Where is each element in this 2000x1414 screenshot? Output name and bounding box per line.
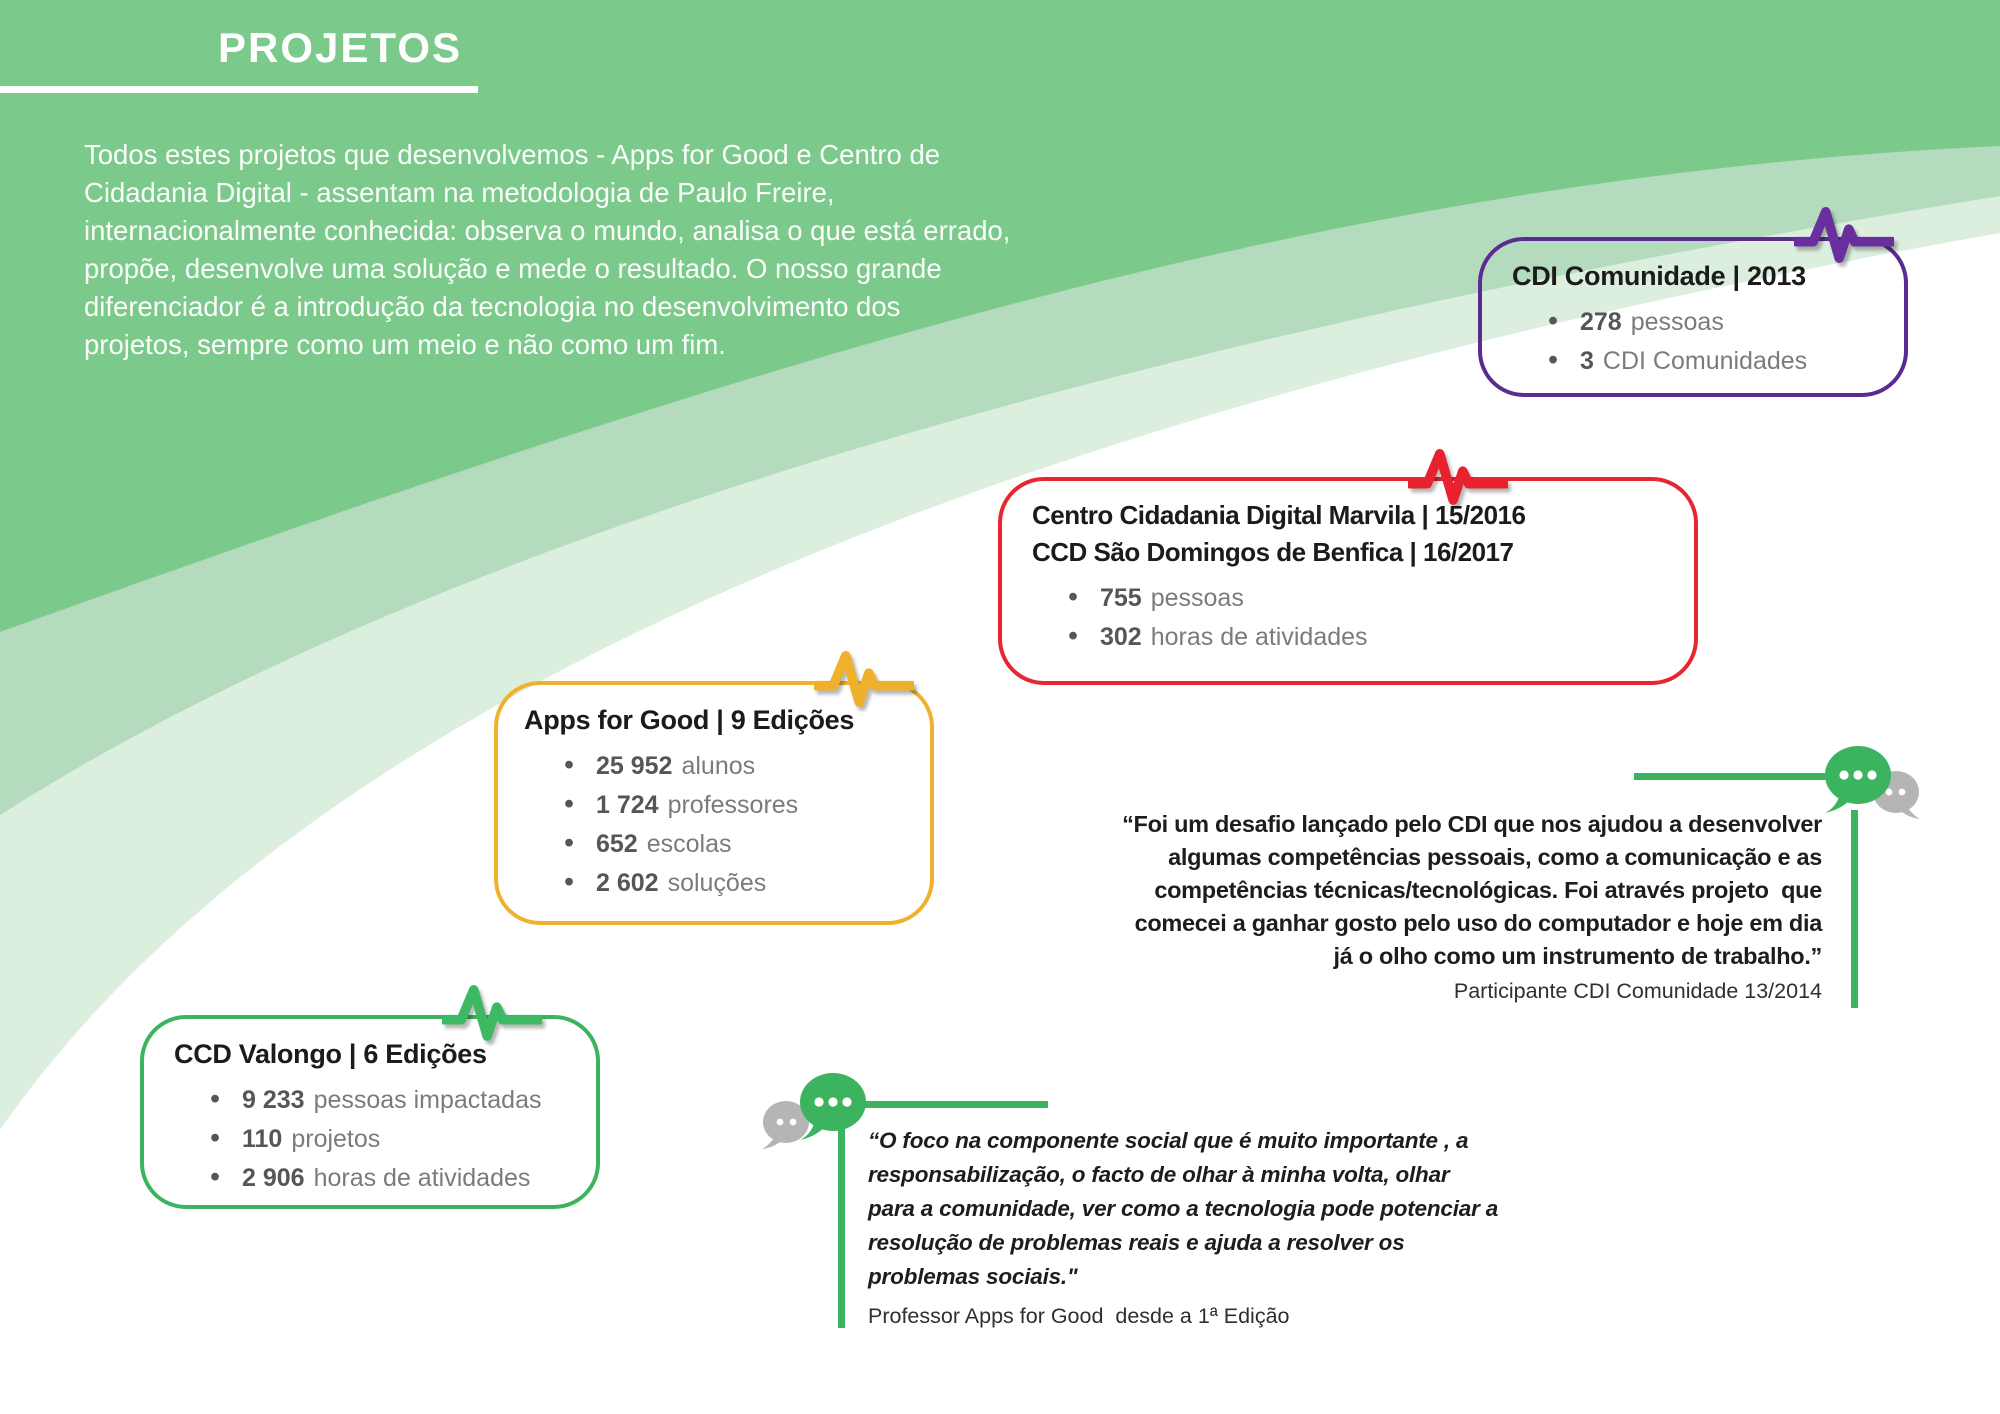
stat-box-title: CCD Valongo | 6 Edições (174, 1039, 487, 1069)
stat-value: 2 602 (596, 869, 659, 898)
stat-value: 25 952 (596, 752, 673, 781)
stat-value: 2 906 (242, 1164, 305, 1193)
stat-item (210, 1159, 596, 1198)
quote-text (1062, 808, 1822, 1004)
quote-line: responsabilização, o facto de olhar à minha volta, olhar (868, 1162, 1450, 1187)
quote-line: já o olho como um instrumento de trabalho.” (1333, 943, 1822, 969)
stat-item (564, 786, 930, 825)
stat-label: alunos (681, 752, 756, 781)
intro-line: Cidadania Digital - assentam na metodologia de Paulo Freire, (84, 177, 835, 208)
stat-box-title: CDI Comunidade | 2013 (1512, 261, 1806, 291)
stat-box-title-line: Centro Cidadania Digital Marvila | 15/2016 (1032, 500, 1526, 530)
stat-item (564, 747, 930, 786)
quote-line: problemas sociais." (868, 1264, 1078, 1289)
stat-label: pessoas (1150, 583, 1244, 612)
stat-box-ccd-valongo (140, 1015, 600, 1209)
stat-item (1548, 342, 1904, 381)
stat-value: 9 233 (242, 1086, 305, 1115)
stat-value: 755 (1100, 583, 1142, 612)
page-title: PROJETOS (218, 24, 462, 71)
stat-label: horas de atividades (313, 1164, 531, 1193)
stat-list (1002, 579, 1694, 657)
stat-item (1548, 303, 1904, 342)
intro-line: internacionalmente conhecida: observa o mundo, analisa o que está errado, (84, 215, 1011, 246)
title-underline (0, 86, 478, 93)
intro-line: projetos, sempre como um meio e não como um fim. (84, 329, 726, 360)
stat-label: CDI Comunidades (1602, 347, 1808, 376)
quote-line: comecei a ganhar gosto pelo uso do computador e hoje em dia (1134, 910, 1822, 936)
quote-attribution: Professor Apps for Good desde a 1ª Edição (868, 1304, 1290, 1328)
intro-paragraph (84, 136, 1010, 364)
quote-line: “O foco na componente social que é muito importante , a (868, 1128, 1469, 1153)
quote-connector-line (838, 1122, 845, 1328)
quote-connector-line (856, 1101, 1048, 1108)
stat-label: horas de atividades (1150, 622, 1368, 651)
stat-value: 110 (242, 1125, 283, 1154)
quote-line: para a comunidade, ver como a tecnologia pode potenciar a (868, 1196, 1499, 1221)
stat-label: projetos (291, 1125, 381, 1154)
intro-line: propõe, desenvolve uma solução e mede o resultado. O nosso grande (84, 253, 942, 284)
stat-box-title (1002, 481, 1694, 571)
chat-bubble-green-icon (798, 1071, 868, 1143)
stat-list (498, 747, 930, 903)
stat-item (1068, 579, 1694, 618)
stat-box-cdi-comunidade (1478, 237, 1908, 397)
quote-connector-line (1634, 773, 1830, 780)
stat-box-title: Apps for Good | 9 Edições (524, 705, 855, 735)
stat-value: 3 (1580, 347, 1594, 376)
quote-line: resolução de problemas reais e ajuda a resolver os (868, 1230, 1405, 1255)
quote-text (868, 1124, 1548, 1329)
stat-list (144, 1081, 596, 1198)
stat-item (210, 1081, 596, 1120)
intro-line: Todos estes projetos que desenvolvemos - Apps for Good e Centro de (84, 139, 941, 170)
quote-attribution: Participante CDI Comunidade 13/2014 (1453, 979, 1822, 1003)
header (0, 24, 478, 93)
stat-label: escolas (646, 830, 732, 859)
stat-item (1068, 618, 1694, 657)
stat-item (564, 825, 930, 864)
stat-box-apps-for-good (494, 681, 934, 925)
stat-value: 278 (1580, 308, 1622, 337)
stat-value: 652 (596, 830, 638, 859)
quote-line: “Foi um desafio lançado pelo CDI que nos ajudou a desenvolver (1122, 811, 1822, 837)
intro-line: diferenciador é a introdução da tecnologia no desenvolvimento dos (84, 291, 901, 322)
stat-label: soluções (667, 869, 767, 898)
stat-item (564, 864, 930, 903)
stat-value: 1 724 (596, 791, 659, 820)
stat-value: 302 (1100, 622, 1142, 651)
quote-line: competências técnicas/tecnológicas. Foi através projeto que (1154, 877, 1822, 903)
quote-line: algumas competências pessoais, como a comunicação e as (1168, 844, 1822, 870)
stat-label: pessoas impactadas (313, 1086, 542, 1115)
stat-label: pessoas (1630, 308, 1724, 337)
stat-list (1482, 303, 1904, 381)
chat-bubble-green-icon (1823, 744, 1893, 816)
stat-box-title-line: CCD São Domingos de Benfica | 16/2017 (1032, 536, 1514, 567)
quote-connector-line (1851, 810, 1858, 1008)
stat-box-ccd-marvila-benfica (998, 477, 1698, 685)
stat-item (210, 1120, 596, 1159)
stat-label: professores (667, 791, 799, 820)
